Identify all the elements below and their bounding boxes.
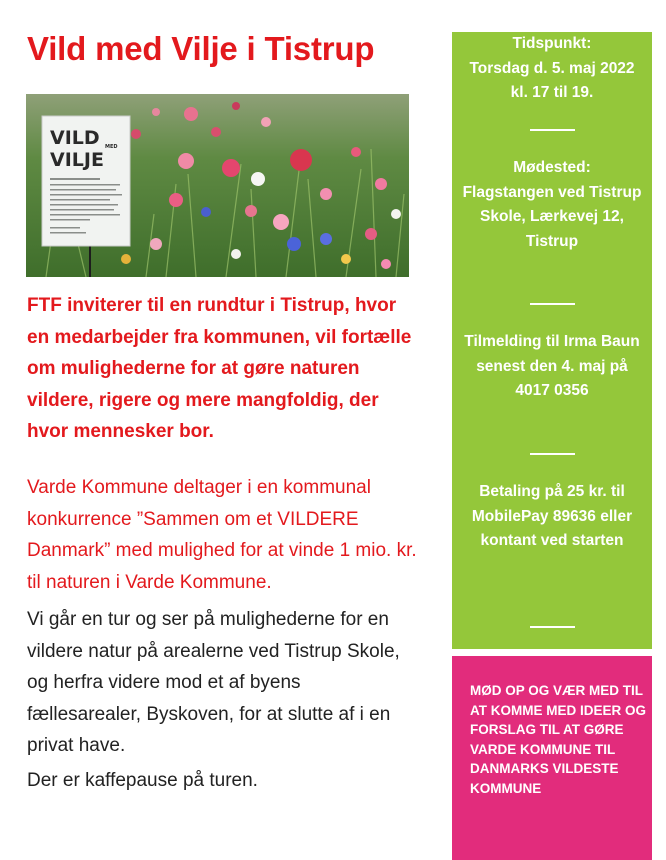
place-label: Mødested:	[513, 159, 591, 176]
divider	[530, 303, 575, 305]
wildflower-photo	[26, 94, 409, 277]
payment-info: Betaling på 25 kr. til MobilePay 89636 eller kontant ved starten	[471, 483, 633, 549]
signup-info: Tilmelding til Irma Baun senest den 4. maj på 4017 0356	[464, 333, 640, 399]
callout-text: MØD OP OG VÆR MED TIL AT KOMME MED IDEER OG FORSLAG TIL AT GØRE VARDE KOMMUNE TIL DANMARKS VILDESTE KOMMUNE	[470, 683, 647, 796]
page-title: Vild med Vilje i Tistrup	[27, 30, 375, 67]
time-value: Torsdag d. 5. maj 2022 kl. 17 til 19.	[469, 59, 635, 101]
sign-text-vild: VILD	[50, 127, 100, 149]
info-sidebar	[452, 32, 652, 649]
intro-text: FTF inviterer til en rundtur i Tistrup, hvor en medarbejder fra kommunen, vil fortælle om mulighederne for at gøre naturen vildere, rigere og mere mangfoldig, der hvor mennesker bor.	[27, 295, 412, 442]
divider	[530, 129, 575, 131]
walk-description: Vi går en tur og ser på mulighederne for en vildere natur på arealerne ved Tistrup Skole, og herfra videre mod et af byens fællesarealer, Byskoven, for at slutte af i en privat have.	[27, 609, 400, 756]
varde-competition-text: Varde Kommune deltager i en kommunal konkurrence ”Sammen om et VILDERE Danmark” med mulighed for at vinde 1 mio. kr. til naturen i Varde Kommune.	[27, 477, 417, 593]
sign-text-vilje: VILJE	[50, 149, 104, 171]
time-label: Tidspunkt:	[512, 35, 592, 52]
callout-box	[452, 656, 652, 860]
sign-text-med: MED	[105, 144, 118, 150]
divider	[530, 626, 575, 628]
divider	[530, 453, 575, 455]
coffee-note: Der er kaffepause på turen.	[27, 770, 258, 791]
place-value: Flagstangen ved Tistrup Skole, Lærkevej 12, Tistrup	[462, 183, 642, 250]
